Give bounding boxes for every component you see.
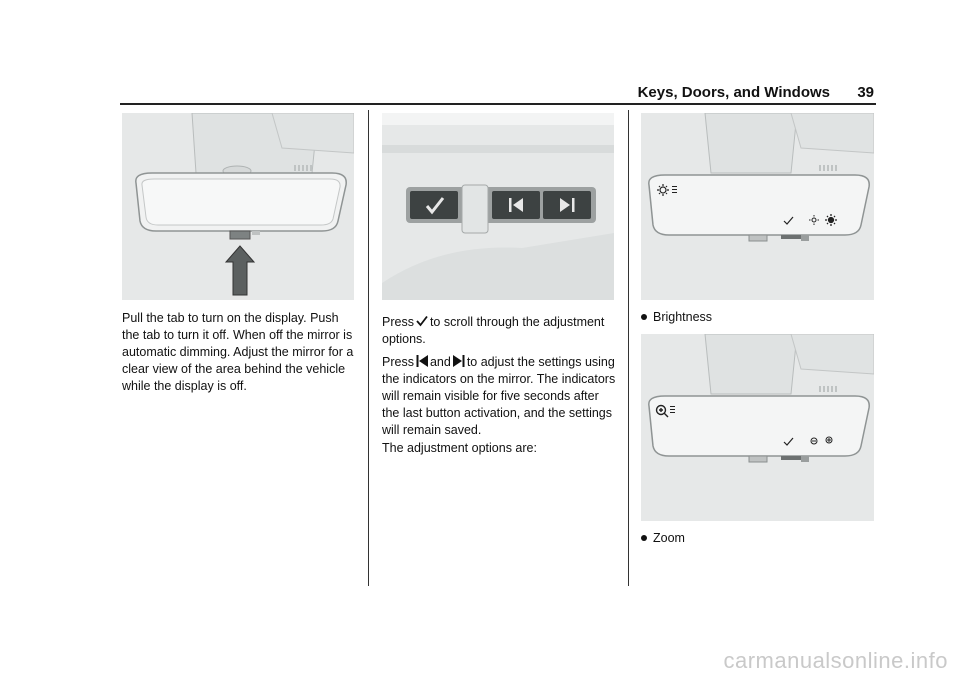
figure-brightness-mirror: [641, 113, 874, 300]
figure-zoom-mirror: [641, 334, 874, 521]
skip-forward-icon: [453, 355, 465, 367]
column2-paragraph-3: The adjustment options are:: [382, 441, 537, 455]
figure-mirror-tab: [122, 113, 354, 300]
skip-back-icon: [416, 355, 428, 367]
column2-paragraph-1: [382, 314, 618, 348]
page-number: 39: [857, 84, 874, 101]
press-label-1: Press: [382, 315, 414, 329]
option-zoom-label: Zoom: [653, 531, 685, 545]
page-header: [120, 84, 876, 104]
and-label: and: [429, 355, 451, 369]
figure-button-panel: [382, 113, 614, 300]
bullet-dot: [641, 535, 647, 541]
option-brightness: [641, 310, 712, 324]
column-divider-1: [368, 110, 369, 586]
column-divider-2: [628, 110, 629, 586]
column2-paragraph-2: [382, 354, 618, 439]
check-icon: [416, 315, 428, 327]
scroll-text: to scroll through the adjustment options.: [382, 315, 605, 346]
press-label-2: Press: [382, 355, 414, 369]
adjust-text: to adjust the settings using the indicators on the mirror. The indicators will remain visible for five seconds after the last button activation, and the settings will remain saved.: [382, 355, 616, 437]
header-rule: [120, 103, 876, 105]
watermark: carmanualsonline.info: [723, 648, 948, 673]
bullet-dot: [641, 314, 647, 320]
option-zoom: [641, 531, 685, 545]
section-title: Keys, Doors, and Windows: [637, 84, 830, 101]
column1-paragraph: Pull the tab to turn on the display. Push the tab to turn it off. When off the mirror is automatic dimming. Adjust the mirror for a clear view of the area behind the vehicle while the display is off.: [122, 311, 354, 393]
option-brightness-label: Brightness: [653, 310, 713, 324]
